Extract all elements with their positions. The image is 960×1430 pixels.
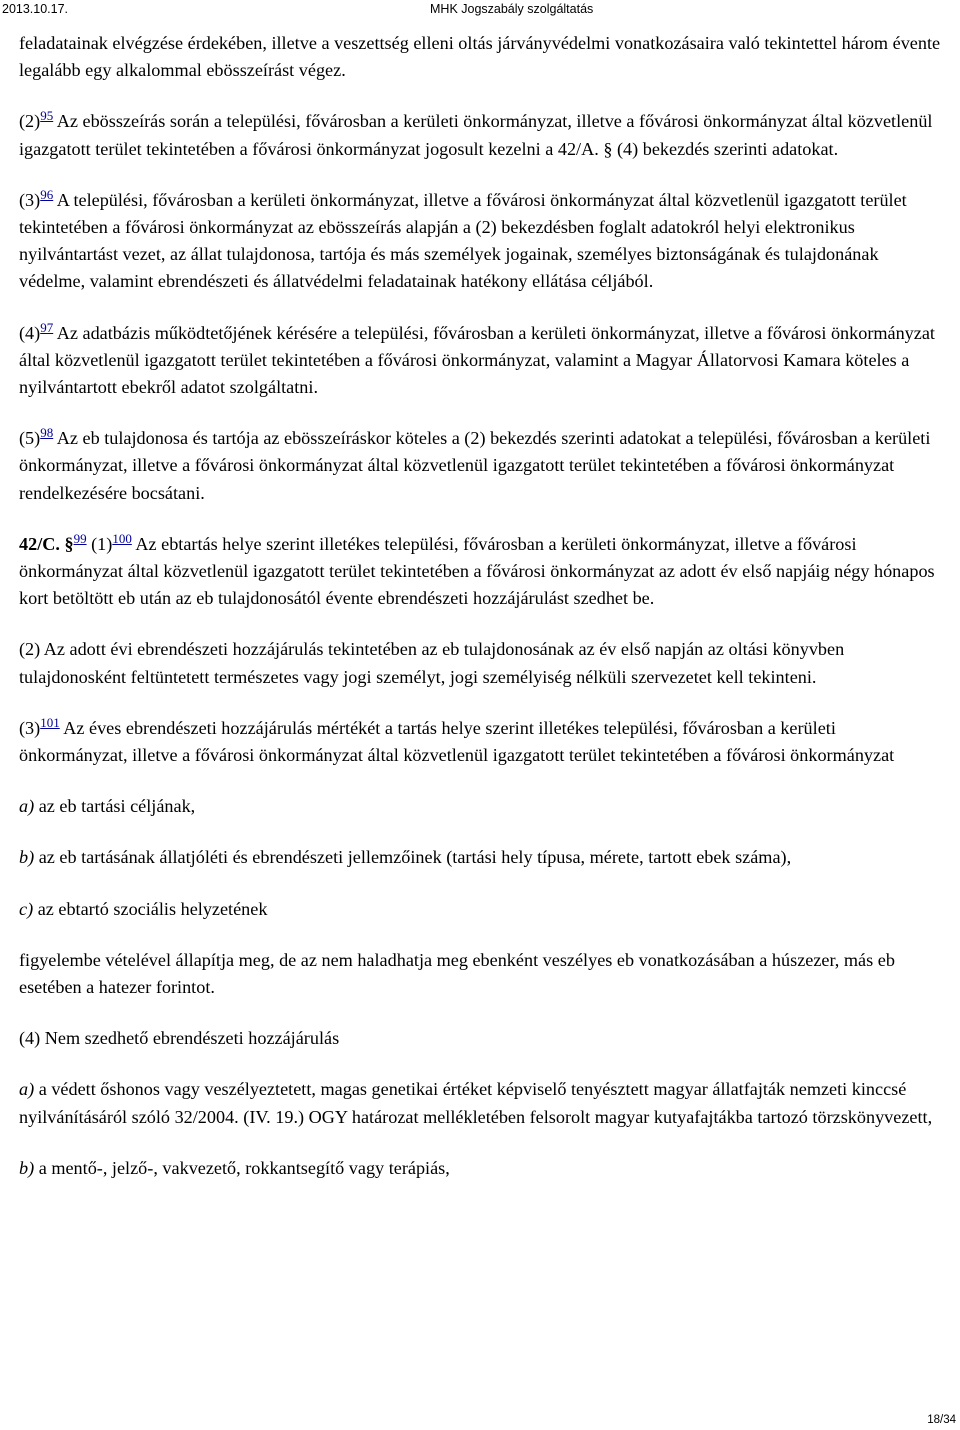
print-date: 2013.10.17. [2,2,69,16]
footnote-link[interactable]: 101 [40,714,60,730]
paragraph [19,715,944,769]
document-body [19,30,944,1206]
list-marker: b) [19,847,35,868]
paragraph [19,425,944,507]
paragraph-number: (2) [19,111,41,132]
paragraph-number: (3) [19,717,41,738]
list-marker: b) [19,1157,35,1178]
list-item [19,896,944,923]
list-item [19,1155,944,1182]
paragraph: figyelembe vételével állapítja meg, de az nem haladhatja meg ebenként veszélyes eb vonatkozásában a húszezer, más eb esetében a hatezer forintot. [19,949,895,998]
list-item-text: az eb tartásának állatjóléti és ebrendészeti jellemzőinek (tartási hely típusa, mérete, tartott ebek száma), [34,847,792,868]
paragraph: (4) Nem szedhető ebrendészeti hozzájárulás [19,1028,340,1049]
page-title: MHK Jogszabály szolgáltatás [430,2,594,16]
footnote-link[interactable]: 100 [112,530,132,546]
paragraph-text: Az ebtartás helye szerint illetékes települési, fővárosban a kerületi önkormányzat, illetve a fővárosi önkormányzat által közvetlenül igazgatott terület tekintetében a fővárosi önkormányzat az adott év első napjáig négy hónapos kort betöltött eb után az eb tulajdonosától évente ebrendészeti hozzájárulást szedhet be. [19,533,935,609]
paragraph-text: Az eb tulajdonosa és tartója az ebösszeíráskor köteles a (2) bekezdés szerinti adatokat a települési, fővárosban a kerületi önkormányzat, illetve a fővárosi önkormányzat által közvetlenül igazgatott terület tekintetében a fővárosi önkormányzat rendelkezésére bocsátani. [19,428,931,503]
paragraph [19,320,944,402]
list-item-text: az eb tartási céljának, [34,796,196,817]
footnote-link[interactable]: 97 [40,319,54,335]
page-header [0,0,960,20]
section-paragraph [19,531,944,613]
paragraph-text: Az ebösszeírás során a települési, fővárosban a kerületi önkormányzat, illetve a fővárosi önkormányzat által közvetlenül igazgatott terület tekintetében a fővárosi önkormányzat jogosult kezelni a 42/A. § (4) bekezdés szerinti adatokat. [19,111,933,159]
list-marker: c) [19,898,34,919]
paragraph [19,30,944,84]
list-item-text: a védett őshonos vagy veszélyeztetett, magas genetikai értéket képviselő tenyésztett magyar állatfajták nemzeti kinccsé nyilvánításáról szóló 32/2004. (IV. 19.) OGY határozat mellékletében felsorolt magyar kutyafajtákba tartozó törzskönyvezett, [19,1079,933,1127]
paragraph-text: Az éves ebrendészeti hozzájárulás mértékét a tartás helye szerint illetékes települési, fővárosban a kerületi önkormányzat, illetve a fővárosi önkormányzat által közvetlenül igazgatott terület tekintetében a fővárosi önkormányzat [19,717,895,766]
paragraph-number: (5) [19,428,41,449]
footnote-link[interactable]: 96 [40,186,54,202]
list-item-text: a mentő-, jelző-, vakvezető, rokkantsegítő vagy terápiás, [34,1157,450,1178]
list-marker: a) [19,796,35,817]
paragraph-number: (1) [86,533,113,554]
paragraph [19,108,944,162]
page-number: 18/34 [927,1414,956,1426]
footnote-link[interactable]: 99 [73,530,87,546]
footnote-link[interactable]: 98 [40,425,54,441]
section-number: 42/C. § [19,533,74,554]
paragraph-text: Az adatbázis működtetőjének kérésére a települési, fővárosban a kerületi önkormányzat, illetve a fővárosi önkormányzat által közvetlenül igazgatott terület tekintetében a fővárosi önkormányzat, valamint a Magyar Állatorvosi Kamara köteles a nyilvántartott ebekről adatot szolgáltatni. [19,322,935,398]
footnote-link[interactable]: 95 [40,108,54,124]
list-item [19,793,944,820]
list-marker: a) [19,1079,35,1100]
paragraph-number: (3) [19,189,41,210]
paragraph-text: feladatainak elvégzése érdekében, illetve a veszettség elleni oltás járványvédelmi vonatkozásaira való tekintettel három évente legalább egy alkalommal ebösszeírást végez. [19,33,941,81]
paragraph-text: A települési, fővárosban a kerületi önkormányzat, illetve a fővárosi önkormányzat által közvetlenül igazgatott terület tekintetében a fővárosi önkormányzat az ebösszeírás alapján a (2) bekezdésben foglalt adatokról helyi elektronikus nyilvántartást vezet, az állat tulajdonosa, tartója és más személyek jogainak, személyes biztonságának és tulajdonának védelme, valamint ebrendészeti és állatvédelmi feladatainak hatékony ellátása céljából. [19,189,907,292]
paragraph [19,187,944,296]
list-item [19,1076,944,1130]
list-item-text: az ebtartó szociális helyzetének [33,898,268,919]
paragraph-number: (4) [19,322,41,343]
paragraph: (2) Az adott évi ebrendészeti hozzájárulás tekintetében az eb tulajdonosának az év első napján az oltási könyvben tulajdonosként feltüntetett természetes vagy jogi személyt, jogi személyiség nélküli szervezetet kell tekinteni. [19,639,845,687]
list-item [19,844,944,871]
